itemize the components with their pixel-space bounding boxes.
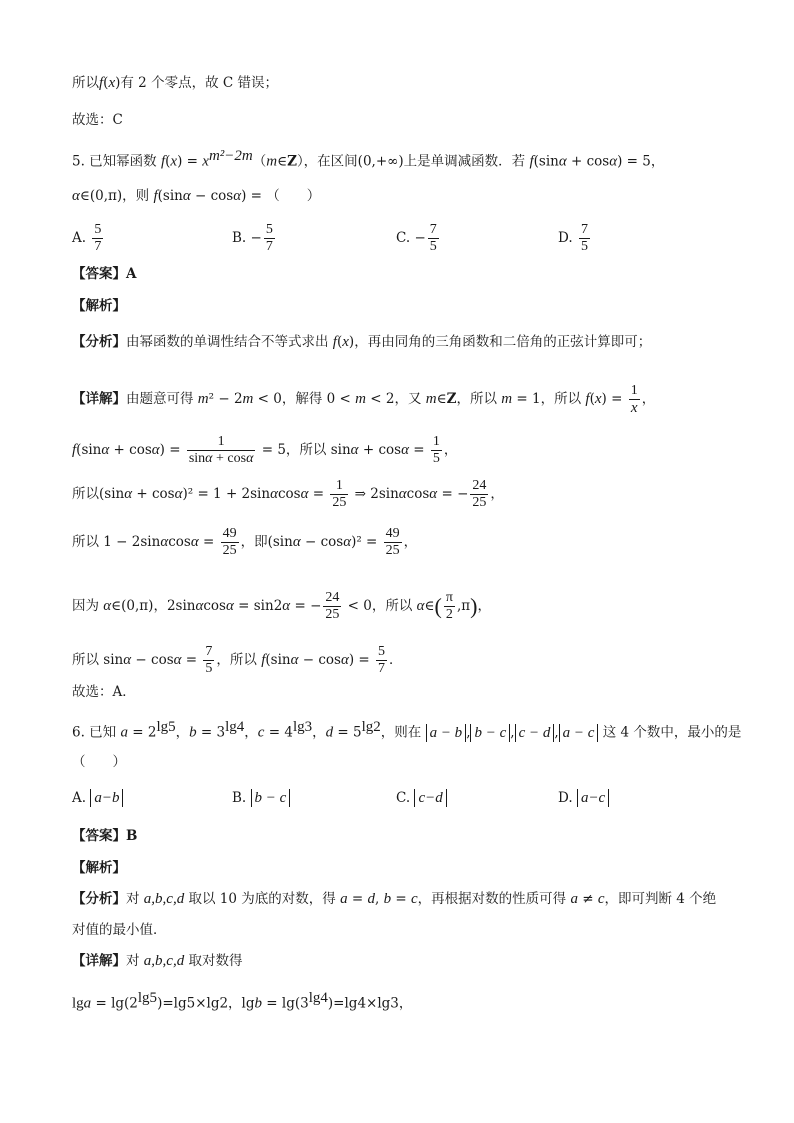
detail-line-6: 所以 sinα − cosα = $\frac{7}{5}$ ，所以 f(sinα − cosα) = $\frac{5}{7}$ ． (72, 644, 403, 676)
detail-line-3: 所以(sinα + cosα)² = 1 + 2sinαcosα = $\frac{1}{25}$ ⇒ 2sinαcosα = − $\frac{24}{25}$ ， (72, 478, 504, 510)
question-6-stem: 6. 已知 $a = 2^{lg5}$，$b = 3^{lg4}$，$c = 4^{lg3}$，$d = 5^{lg2}$，则在 a − b , b − c , c − d , a − c 这 4 个数中，最小的是 (72, 719, 742, 741)
analysis-text-5: 【分析】由幂函数的单调性结合不等式求出 f(x)，再由同角的三角函数和二倍角的正弦计算即可； (72, 334, 652, 350)
analysis-label-6: 【解析】 (72, 860, 126, 876)
option-fraction: $\frac{5}{7}$ (94, 222, 102, 254)
analysis-label-5: 【解析】 (72, 298, 126, 314)
select-line-5: 故选：A． (72, 684, 136, 700)
question-5-stem: 5. 已知幂函数 $f(x) = x^{m^2-2m}(m\in Z)$，在区间(0,+∞)上是单调减函数．若 f(sinα + cosα) = 5， (72, 148, 665, 170)
option-label: B. (232, 230, 251, 246)
question-6-option (232, 789, 290, 807)
question-5-option (396, 222, 441, 255)
option-sign: − (414, 230, 426, 246)
text-line-zeros: 所以f(x)有 2 个零点，故 C 错误； (72, 75, 278, 91)
option-fraction: $\frac{5}{7}$ (265, 222, 273, 254)
option-abs-value: b − c (251, 789, 291, 807)
detail-6: 【详解】对 a,b,c,d 取对数得 (72, 953, 243, 969)
option-abs-value: a−b (90, 789, 123, 807)
question-5-option (558, 222, 592, 255)
option-label: D. (558, 230, 577, 246)
question-6-option (396, 789, 447, 807)
detail-line-4: 所以 1 − 2sinαcosα = $\frac{49}{25}$ ，即(sinα − cosα)² = $\frac{49}{25}$ ， (72, 526, 418, 558)
option-abs-value: a−c (577, 789, 609, 807)
option-label: D. (558, 790, 577, 806)
answer-label-6: 【答案】B (72, 828, 138, 844)
option-label: B. (232, 790, 251, 806)
option-label: C. (396, 790, 415, 806)
option-label: C. (396, 230, 415, 246)
detail-line-2: f(sinα + cosα) = $\frac{1}{\sin\alpha + \cos\alpha}$ = 5，所以 sinα + cosα = $\frac{1}{5}$ ， (72, 434, 458, 466)
option-label: A. (72, 790, 91, 806)
question-5-option (232, 222, 277, 255)
option-label: A. (72, 230, 91, 246)
answer-label-5: 【答案】A (72, 266, 137, 282)
option-abs-value: c−d (414, 789, 446, 807)
detail-6-line-1: $\lg a = \lg(2^{lg5})=\lg 5\times\lg 2$，$\lg b = \lg(3^{lg4})=\lg 4\times\lg 3$， (72, 990, 413, 1012)
option-fraction: $\frac{7}{5}$ (580, 222, 588, 254)
option-fraction: $\frac{7}{5}$ (429, 222, 437, 254)
analysis-text-6: 【分析】对 a,b,c,d 取以 10 为底的对数，得 a = d, b = c，再根据对数的性质可得 a ≠ c，即可判断 4 个绝 (72, 891, 717, 907)
question-6-option (72, 789, 123, 807)
text-line-select-c: 故选：C (72, 112, 123, 128)
question-5-option (72, 222, 105, 255)
detail-line-1: 【详解】由题意可得 m² − 2m < 0，解得 0 < m < 2，又 m∈Z，所以 m = 1，所以 f(x) = $\frac{1}{x}$ ， (72, 383, 656, 416)
detail-line-5: 因为 α∈(0,π)，2sinαcosα = sin2α = − $\frac{24}{25}$ < 0，所以 α∈( $\frac{\pi}{2}$ ,π)， (72, 590, 491, 622)
question-6-stem-cont: （ ） (72, 754, 126, 770)
question-6-option (558, 789, 609, 807)
question-5-stem-cont: α∈(0,π)，则 f(sinα − cosα) = （ ） (72, 188, 321, 204)
option-sign: − (250, 230, 262, 246)
analysis-text-6-cont: 对值的最小值． (72, 922, 167, 938)
